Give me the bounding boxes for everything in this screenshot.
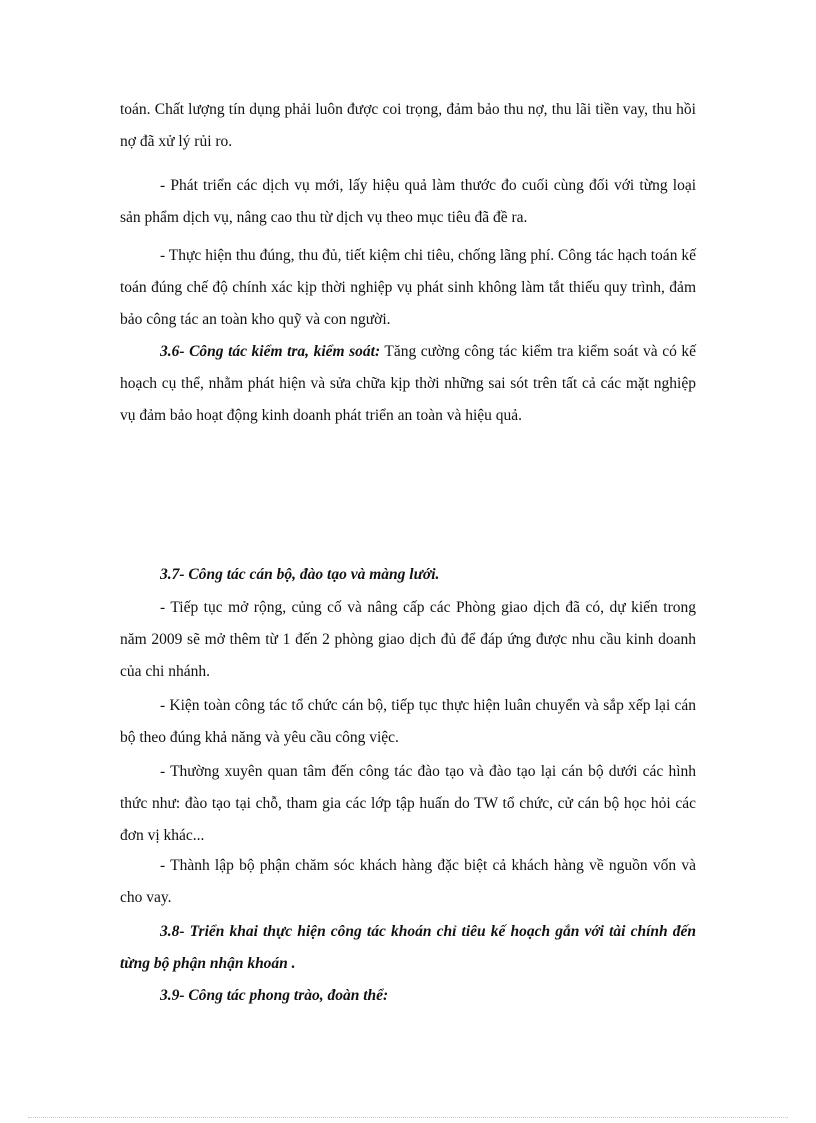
section-3-6 <box>120 336 696 432</box>
section-heading: 3.9- Công tác phong trào, đoàn thể: <box>160 987 389 1004</box>
paragraph <box>120 592 696 688</box>
paragraph-text: - Thường xuyên quan tâm đến công tác đào tạo và đào tạo lại cán bộ dưới các hình thức như: đào tạo tại chỗ, tham gia các lớp tập huấn do TW tổ chức, cử cán bộ học hỏi các đơn vị khác... <box>120 763 696 844</box>
paragraph-text: - Thành lập bộ phận chăm sóc khách hàng đặc biệt cả khách hàng về nguồn vốn và cho vay. <box>120 857 696 906</box>
paragraph-text: - Kiện toàn công tác tổ chức cán bộ, tiếp tục thực hiện luân chuyển và sắp xếp lại cán bộ theo đúng khả năng và yêu cầu công việc. <box>120 697 696 746</box>
section-3-8 <box>120 916 696 980</box>
section-3-9 <box>120 980 696 1012</box>
paragraph-text: - Thực hiện thu đúng, thu đủ, tiết kiệm chi tiêu, chống lãng phí. Công tác hạch toán kế toán đúng chế độ chính xác kịp thời nghiệp vụ phát sinh không làm tắt thiếu quy trình, đảm bảo công tác an toàn kho quỹ và con người. <box>120 247 696 328</box>
paragraph-text: - Tiếp tục mở rộng, củng cố và nâng cấp các Phòng giao dịch đã có, dự kiến trong năm 2009 sẽ mở thêm từ 1 đến 2 phòng giao dịch đủ để đáp ứng được nhu cầu kinh doanh của chi nhánh. <box>120 599 696 680</box>
paragraph <box>120 240 696 336</box>
section-3-7 <box>120 559 696 591</box>
paragraph <box>120 850 696 914</box>
section-heading: 3.7- Công tác cán bộ, đào tạo và màng lưới. <box>160 566 440 583</box>
paragraph <box>120 170 696 234</box>
paragraph <box>120 756 696 852</box>
paragraph <box>120 94 696 158</box>
paragraph-text: - Phát triển các dịch vụ mới, lấy hiệu quả làm thước đo cuối cùng đối với từng loại sản phẩm dịch vụ, nâng cao thu từ dịch vụ theo mục tiêu đã đề ra. <box>120 177 696 226</box>
section-heading: 3.8- Triển khai thực hiện công tác khoán chỉ tiêu kế hoạch gắn với tài chính đến từng bộ phận nhận khoán . <box>120 923 696 972</box>
section-body: Tăng cường công tác kiểm tra kiểm soát và có kế hoạch cụ thể, nhằm phát hiện và sửa chữa kịp thời những sai sót trên tất cả các mặt nghiệp vụ đảm bảo hoạt động kinh doanh phát triển an toàn và hiệu quả. <box>120 343 696 424</box>
section-heading: 3.6- Công tác kiểm tra, kiểm soát: <box>160 343 381 360</box>
paragraph <box>120 690 696 754</box>
paragraph-text: toán. Chất lượng tín dụng phải luôn được coi trọng, đảm bảo thu nợ, thu lãi tiền vay, thu hồi nợ đã xử lý rủi ro. <box>120 101 696 150</box>
page-bottom-divider <box>28 1117 788 1118</box>
